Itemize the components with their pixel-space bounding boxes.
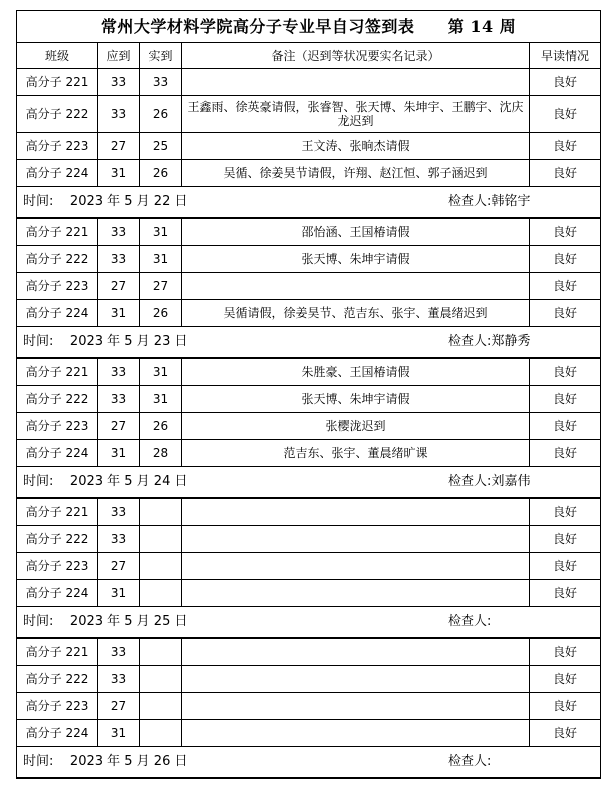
- checker-label: 检查人:: [448, 334, 492, 349]
- header-actual: 实到: [140, 43, 182, 69]
- class-cell: 高分子 223: [17, 413, 98, 440]
- note-cell: 王鑫雨、徐英豪请假，张睿智、张天博、朱坤宇、王鹏宇、沈庆龙迟到: [182, 96, 530, 133]
- actual-cell: 27: [140, 273, 182, 300]
- actual-cell: [140, 553, 182, 580]
- expected-cell: 33: [98, 96, 140, 133]
- time-label: 时间:: [23, 754, 54, 769]
- note-cell: 王文涛、张晌杰请假: [182, 133, 530, 160]
- title-text: 常州大学材料学院高分子专业早自习签到表: [100, 16, 415, 36]
- class-cell: 高分子 223: [17, 553, 98, 580]
- checker-label: 检查人:: [448, 194, 492, 209]
- date-cell: [17, 467, 601, 499]
- note-cell: [182, 580, 530, 607]
- status-cell: 良好: [530, 96, 601, 133]
- status-cell: 良好: [530, 69, 601, 96]
- actual-cell: [140, 498, 182, 526]
- actual-cell: 26: [140, 160, 182, 187]
- status-cell: 良好: [530, 160, 601, 187]
- sheet-title: [17, 11, 601, 43]
- header-status: 早读情况: [530, 43, 601, 69]
- expected-cell: 31: [98, 720, 140, 747]
- status-cell: 良好: [530, 638, 601, 666]
- header-class: 班级: [17, 43, 98, 69]
- date-row: [17, 187, 601, 219]
- actual-cell: [140, 720, 182, 747]
- expected-cell: 33: [98, 358, 140, 386]
- table-row: [17, 218, 601, 246]
- table-row: [17, 160, 601, 187]
- checker-field: [448, 755, 598, 769]
- note-cell: [182, 273, 530, 300]
- header-note: 备注（迟到等状况要实名记录）: [182, 43, 530, 69]
- table-row: [17, 638, 601, 666]
- expected-cell: 33: [98, 69, 140, 96]
- time-label: 时间:: [23, 334, 54, 349]
- expected-cell: 33: [98, 498, 140, 526]
- class-cell: 高分子 224: [17, 300, 98, 327]
- class-cell: 高分子 223: [17, 693, 98, 720]
- status-cell: 良好: [530, 693, 601, 720]
- actual-cell: [140, 580, 182, 607]
- date-cell: [17, 327, 601, 359]
- status-cell: 良好: [530, 526, 601, 553]
- status-cell: 良好: [530, 580, 601, 607]
- class-cell: 高分子 224: [17, 580, 98, 607]
- expected-cell: 27: [98, 553, 140, 580]
- class-cell: 高分子 223: [17, 273, 98, 300]
- expected-cell: 27: [98, 413, 140, 440]
- date-cell: [17, 607, 601, 639]
- class-cell: 高分子 222: [17, 246, 98, 273]
- note-cell: [182, 638, 530, 666]
- table-row: [17, 526, 601, 553]
- actual-cell: 26: [140, 96, 182, 133]
- table-row: [17, 300, 601, 327]
- actual-cell: 31: [140, 358, 182, 386]
- note-cell: [182, 69, 530, 96]
- actual-cell: 28: [140, 440, 182, 467]
- checker-name: 韩铭宇: [491, 194, 531, 209]
- table-row: [17, 413, 601, 440]
- actual-cell: [140, 693, 182, 720]
- time-label: 时间:: [23, 194, 54, 209]
- note-cell: [182, 693, 530, 720]
- status-cell: 良好: [530, 358, 601, 386]
- checker-field: [448, 335, 598, 349]
- expected-cell: 33: [98, 246, 140, 273]
- note-cell: [182, 498, 530, 526]
- actual-cell: 26: [140, 300, 182, 327]
- date-row: [17, 327, 601, 359]
- note-cell: 张天博、朱坤宇请假: [182, 386, 530, 413]
- header-expected: 应到: [98, 43, 140, 69]
- expected-cell: 33: [98, 218, 140, 246]
- class-cell: 高分子 222: [17, 386, 98, 413]
- status-cell: 良好: [530, 133, 601, 160]
- actual-cell: 25: [140, 133, 182, 160]
- checker-field: [448, 195, 598, 209]
- checker-field: [448, 615, 598, 629]
- note-cell: [182, 553, 530, 580]
- status-cell: 良好: [530, 386, 601, 413]
- table-row: [17, 693, 601, 720]
- expected-cell: 31: [98, 440, 140, 467]
- status-cell: 良好: [530, 440, 601, 467]
- attendance-table: [16, 10, 601, 779]
- status-cell: 良好: [530, 720, 601, 747]
- expected-cell: 27: [98, 693, 140, 720]
- date-value: 2023 年 5 月 25 日: [69, 614, 188, 629]
- table-row: [17, 498, 601, 526]
- class-cell: 高分子 222: [17, 96, 98, 133]
- expected-cell: 33: [98, 638, 140, 666]
- date-value: 2023 年 5 月 26 日: [69, 754, 188, 769]
- date-cell: [17, 187, 601, 219]
- note-cell: 张天博、朱坤宇请假: [182, 246, 530, 273]
- class-cell: 高分子 224: [17, 720, 98, 747]
- expected-cell: 27: [98, 273, 140, 300]
- table-row: [17, 273, 601, 300]
- note-cell: [182, 666, 530, 693]
- status-cell: 良好: [530, 666, 601, 693]
- expected-cell: 33: [98, 526, 140, 553]
- table-row: [17, 133, 601, 160]
- class-cell: 高分子 221: [17, 358, 98, 386]
- status-cell: 良好: [530, 553, 601, 580]
- actual-cell: 31: [140, 246, 182, 273]
- date-value: 2023 年 5 月 24 日: [69, 474, 188, 489]
- status-cell: 良好: [530, 498, 601, 526]
- checker-label: 检查人:: [448, 754, 492, 769]
- date-value: 2023 年 5 月 22 日: [69, 194, 188, 209]
- actual-cell: [140, 526, 182, 553]
- checker-label: 检查人:: [448, 614, 492, 629]
- class-cell: 高分子 221: [17, 218, 98, 246]
- date-value: 2023 年 5 月 23 日: [69, 334, 188, 349]
- expected-cell: 33: [98, 386, 140, 413]
- note-cell: 邵怡涵、王国椿请假: [182, 218, 530, 246]
- class-cell: 高分子 223: [17, 133, 98, 160]
- actual-cell: 33: [140, 69, 182, 96]
- status-cell: 良好: [530, 300, 601, 327]
- class-cell: 高分子 224: [17, 440, 98, 467]
- class-cell: 高分子 224: [17, 160, 98, 187]
- table-row: [17, 358, 601, 386]
- table-row: [17, 96, 601, 133]
- actual-cell: 31: [140, 386, 182, 413]
- time-label: 时间:: [23, 614, 54, 629]
- actual-cell: [140, 638, 182, 666]
- checker-label: 检查人:: [448, 474, 492, 489]
- note-cell: 吴循、徐姜昊节请假，许翔、赵江恒、郭子涵迟到: [182, 160, 530, 187]
- note-cell: 朱胜豪、王国椿请假: [182, 358, 530, 386]
- class-cell: 高分子 222: [17, 526, 98, 553]
- week-label: 第 14 周: [447, 16, 517, 36]
- expected-cell: 27: [98, 133, 140, 160]
- actual-cell: [140, 666, 182, 693]
- note-cell: [182, 526, 530, 553]
- date-row: [17, 467, 601, 499]
- date-row: [17, 747, 601, 779]
- class-cell: 高分子 221: [17, 69, 98, 96]
- actual-cell: 31: [140, 218, 182, 246]
- table-row: [17, 666, 601, 693]
- expected-cell: 31: [98, 300, 140, 327]
- note-cell: 张樱泷迟到: [182, 413, 530, 440]
- note-cell: 范吉东、张宇、董晨绪旷课: [182, 440, 530, 467]
- checker-name: 刘嘉伟: [491, 474, 531, 489]
- status-cell: 良好: [530, 246, 601, 273]
- checker-name: 郑静秀: [491, 334, 531, 349]
- class-cell: 高分子 221: [17, 638, 98, 666]
- note-cell: 吴循请假，徐姜昊节、范吉东、张宇、董晨绪迟到: [182, 300, 530, 327]
- title-row: [17, 11, 601, 43]
- checker-field: [448, 475, 598, 489]
- expected-cell: 33: [98, 666, 140, 693]
- table-row: [17, 246, 601, 273]
- expected-cell: 31: [98, 580, 140, 607]
- status-cell: 良好: [530, 218, 601, 246]
- table-row: [17, 386, 601, 413]
- class-cell: 高分子 221: [17, 498, 98, 526]
- note-cell: [182, 720, 530, 747]
- class-cell: 高分子 222: [17, 666, 98, 693]
- table-row: [17, 69, 601, 96]
- date-row: [17, 607, 601, 639]
- table-row: [17, 580, 601, 607]
- status-cell: 良好: [530, 413, 601, 440]
- table-row: [17, 440, 601, 467]
- date-cell: [17, 747, 601, 779]
- expected-cell: 31: [98, 160, 140, 187]
- table-row: [17, 720, 601, 747]
- header-row: [17, 43, 601, 69]
- time-label: 时间:: [23, 474, 54, 489]
- table-row: [17, 553, 601, 580]
- actual-cell: 26: [140, 413, 182, 440]
- status-cell: 良好: [530, 273, 601, 300]
